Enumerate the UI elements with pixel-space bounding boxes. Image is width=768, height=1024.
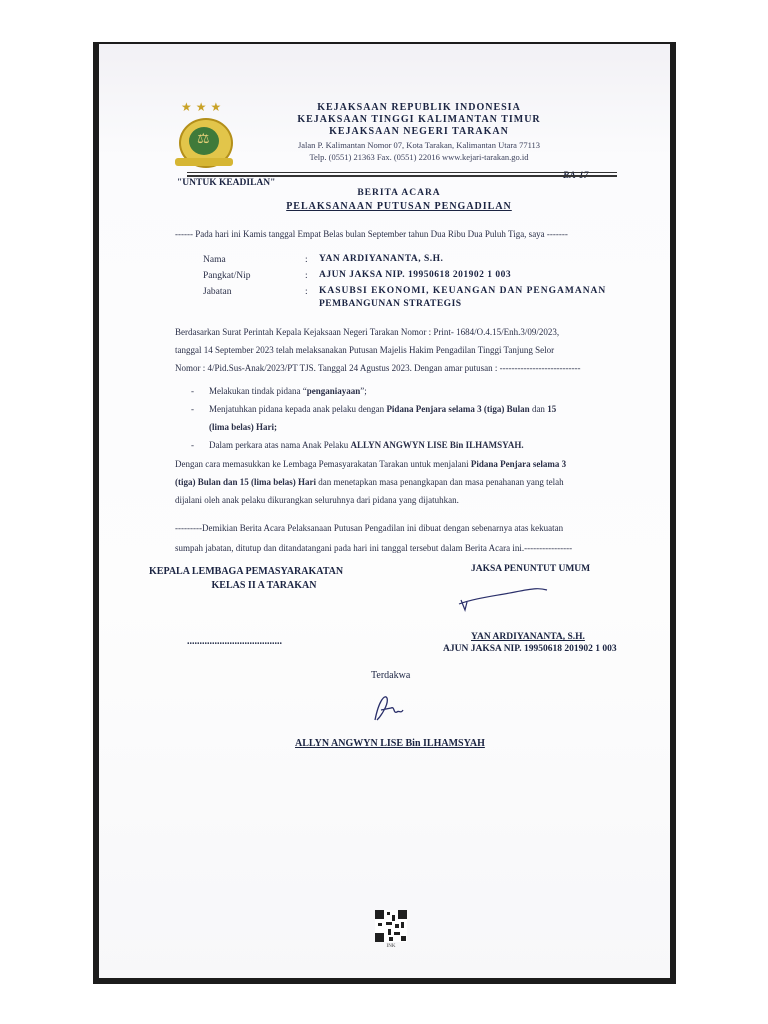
closing-line2: sumpah jabatan, ditutup dan ditandatangani pada hari ini tanggal tersebut dalam Berita Acara ini.----------------	[175, 543, 573, 553]
closing-line1: ---------Demikian Berita Acara Pelaksanaan Putusan Pengadilan ini dibuat dengan sebenarnya atas kekuatan	[175, 523, 564, 533]
logo-stars-icon: ★★★	[181, 100, 226, 114]
position-label: Jabatan	[203, 287, 232, 297]
left-sign-title2: KELAS II A TARAKAN	[211, 580, 317, 591]
left-sign-dots: ......................................	[187, 636, 282, 647]
bullet-dash: -	[191, 440, 194, 450]
header-line3: KEJAKSAAN NEGERI TARAKAN	[329, 126, 509, 137]
position-value-line2: PEMBANGUNAN STRATEGIS	[319, 299, 462, 309]
kejaksaan-logo	[169, 100, 239, 172]
qr-code-icon	[375, 910, 407, 942]
doc-title-line2: PELAKSANAAN PUTUSAN PENGADILAN	[286, 201, 512, 212]
header-contact: Telp. (0551) 21363 Fax. (0551) 22016 www.kejari-tarakan.go.id	[309, 152, 529, 162]
document-page	[99, 44, 670, 978]
intro-text: ------ Pada hari ini Kamis tanggal Empat Belas bulan September tahun Dua Ribu Dua Puluh Tiga, saya -------	[175, 229, 568, 239]
doc-title-line1: BERITA ACARA	[357, 188, 441, 198]
rank-colon: :	[305, 271, 308, 281]
name-label: Nama	[203, 255, 226, 265]
qr-caption: INK	[386, 944, 396, 949]
name-colon: :	[305, 255, 308, 265]
prosecutor-signature-icon	[455, 584, 555, 614]
bullet-dash: -	[191, 404, 194, 414]
position-colon: :	[305, 287, 308, 297]
bullet2-line2: (lima belas) Hari;	[209, 422, 277, 432]
defendant-name: ALLYN ANGWYN LISE Bin ILHAMSYAH	[295, 738, 485, 749]
header-rule	[187, 172, 617, 173]
para2-line3: dijalani oleh anak pelaku dikurangkan seluruhnya dari pidana yang dijatuhkan.	[175, 495, 459, 505]
position-value-line1: KASUBSI EKONOMI, KEUANGAN DAN PENGAMANAN	[319, 286, 607, 296]
para2-line1: Dengan cara memasukkan ke Lembaga Pemasyarakatan Tarakan untuk menjalani Pidana Penjara selama 3	[175, 459, 567, 469]
defendant-signature-icon	[369, 690, 409, 726]
right-sign-title: JAKSA PENUNTUT UMUM	[471, 564, 591, 574]
defendant-label: Terdakwa	[371, 670, 411, 681]
rank-label: Pangkat/Nip	[203, 271, 251, 281]
motto: "UNTUK KEADILAN"	[177, 178, 276, 188]
para1-line3: Nomor : 4/Pid.Sus-Anak/2023/PT TJS. Tanggal 24 Agustus 2023. Dengan amar putusan : ---------------------------	[175, 363, 581, 373]
header-rule-thick	[187, 175, 617, 177]
bullet3: Dalam perkara atas nama Anak Pelaku ALLYN ANGWYN LISE Bin ILHAMSYAH.	[209, 440, 524, 450]
header-line1: KEJAKSAAN REPUBLIK INDONESIA	[317, 102, 521, 113]
name-value: YAN ARDIYANANTA, S.H.	[319, 254, 444, 264]
logo-seal-icon: ⚖	[179, 118, 233, 168]
para1-line1: Berdasarkan Surat Perintah Kepala Kejaksaan Negeri Tarakan Nomor : Print- 1684/O.4.15/Enh.3/09/2023,	[175, 327, 560, 337]
bullet1: Melakukan tindak pidana “penganiayaan”;	[209, 386, 367, 396]
left-sign-title1: KEPALA LEMBAGA PEMASYARAKATAN	[149, 566, 344, 577]
form-code: BA-17	[563, 171, 589, 181]
bullet-dash: -	[191, 386, 194, 396]
para1-line2: tanggal 14 September 2023 telah melaksanakan Putusan Majelis Hakim Pengadilan Tinggi Tanjung Selor	[175, 345, 555, 355]
para2-line2: (tiga) Bulan dan 15 (lima belas) Hari dan menetapkan masa penangkapan dan masa penahanan yang telah	[175, 477, 564, 487]
right-sign-nip: AJUN JAKSA NIP. 19950618 201902 1 003	[443, 644, 617, 654]
header-line2: KEJAKSAAN TINGGI KALIMANTAN TIMUR	[297, 114, 541, 125]
header-address: Jalan P. Kalimantan Nomor 07, Kota Tarakan, Kalimantan Utara 77113	[297, 140, 541, 150]
bullet2-line1: Menjatuhkan pidana kepada anak pelaku dengan Pidana Penjara selama 3 (tiga) Bulan dan 15	[209, 404, 557, 414]
rank-value: AJUN JAKSA NIP. 19950618 201902 1 003	[319, 270, 512, 280]
right-sign-name: YAN ARDIYANANTA, S.H.	[471, 632, 585, 642]
